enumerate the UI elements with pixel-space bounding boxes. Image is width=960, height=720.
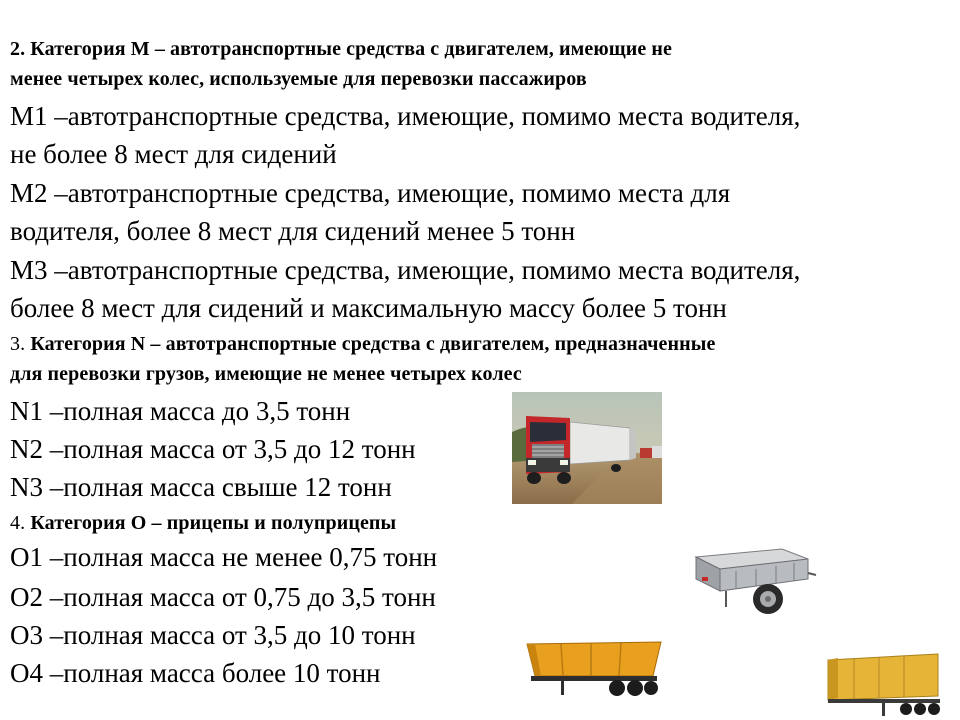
category-n-heading-text: Категория N – автотранспортные средства с двигателем, предназначенные	[30, 333, 716, 355]
box-semitrailer-image	[824, 652, 946, 718]
category-n-heading-line1	[10, 333, 715, 356]
o1-line: О1 –полная масса не менее 0,75 тонн	[10, 542, 438, 572]
m3-line1: М3 –автотранспортные средства, имеющие, помимо места водителя,	[10, 255, 801, 285]
o4-line: О4 –полная масса более 10 тонн	[10, 658, 381, 688]
light-trailer-image	[686, 543, 818, 621]
category-o-heading	[10, 512, 396, 535]
o2-line: О2 –полная масса от 0,75 до 3,5 тонн	[10, 582, 436, 612]
category-o-heading-text: Категория О – прицепы и полуприцепы	[30, 512, 397, 534]
n3-line: N3 –полная масса свыше 12 тонн	[10, 472, 392, 502]
m1-line1: М1 –автотранспортные средства, имеющие, помимо места водителя,	[10, 101, 801, 131]
m3-line2: более 8 мест для сидений и максимальную массу более 5 тонн	[10, 293, 727, 323]
m1-line2: не более 8 мест для сидений	[10, 139, 337, 169]
category-m-heading-line1: 2. Категория М – автотранспортные средства с двигателем, имеющие не	[10, 38, 672, 60]
o3-line: О3 –полная масса от 3,5 до 10 тонн	[10, 620, 416, 650]
category-m-heading-line2: менее четырех колес, используемые для перевозки пассажиров	[10, 68, 587, 90]
n1-line: N1 –полная масса до 3,5 тонн	[10, 396, 351, 426]
category-o-number: 4.	[10, 512, 26, 534]
truck-photo	[512, 392, 662, 504]
category-n-number: 3.	[10, 333, 26, 355]
n2-line: N2 –полная масса от 3,5 до 12 тонн	[10, 434, 416, 464]
dump-semitrailer-image	[521, 636, 669, 700]
m2-line2: водителя, более 8 мест для сидений менее 5 тонн	[10, 216, 576, 246]
m2-line1: М2 –автотранспортные средства, имеющие, помимо места для	[10, 178, 731, 208]
category-n-heading-line2: для перевозки грузов, имеющие не менее четырех колес	[10, 363, 522, 385]
